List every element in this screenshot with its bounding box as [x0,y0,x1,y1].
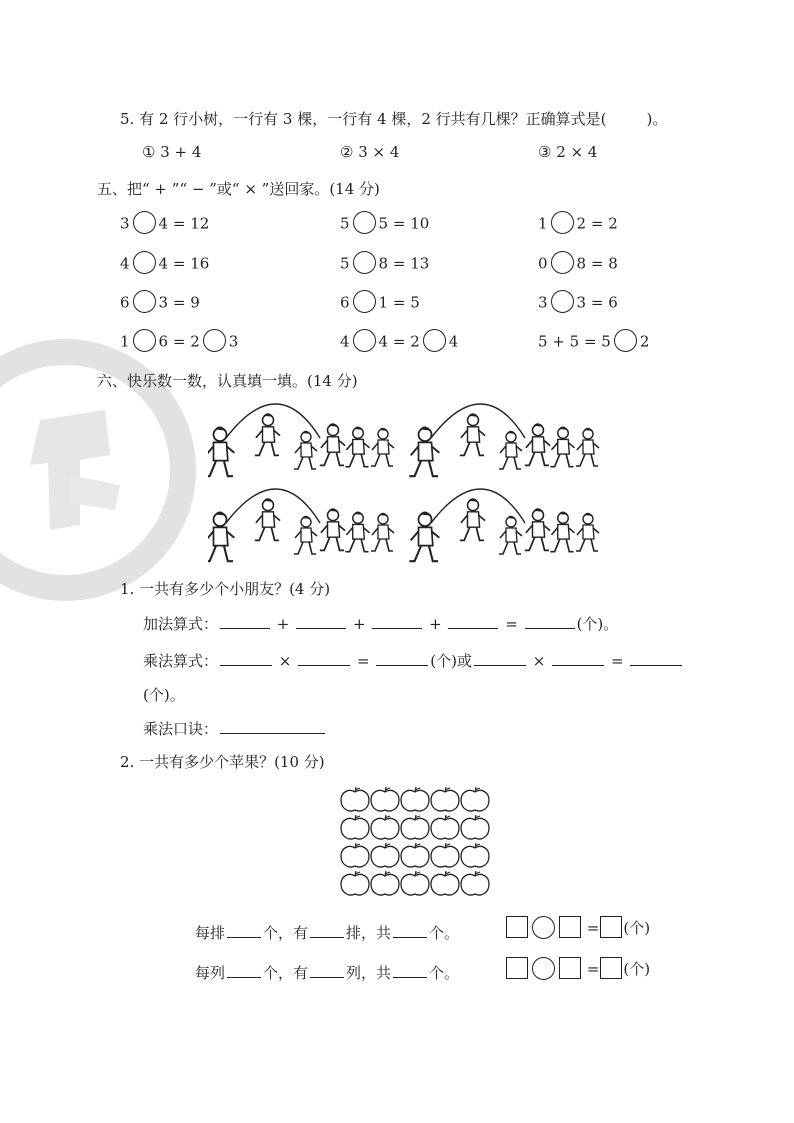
operand: 6 [120,293,130,312]
child-figure [345,427,369,467]
child-figure [294,431,317,469]
blank-input[interactable] [393,923,427,938]
text: 个。 [429,924,460,942]
child-figure [294,516,317,554]
operand: 4 [340,332,350,351]
operand: 1 [538,214,548,233]
apple-icon [401,843,429,867]
child-figure [576,513,599,551]
operand: 6 [340,293,350,312]
apple-icon [431,843,459,867]
apple-icon [341,871,369,895]
text: 排，共 [346,924,392,942]
jump-rope-group [208,489,394,561]
apple-icon [371,787,399,811]
eq-row3-col2 [340,292,420,315]
eq-row1-col2 [340,213,429,236]
child-figure [460,498,485,540]
jump-rope-group [409,404,599,476]
apple-icon [371,815,399,839]
plus-sign: + [352,615,366,633]
per-row-line [195,922,459,943]
operand: 5 [340,254,350,273]
eq-row2-col2 [340,253,429,276]
operand: 5 = 10 [378,214,430,233]
operand: 3 [120,214,130,233]
unit-text: (个) [623,919,651,937]
eq-row3-col1 [120,292,200,315]
equals-sign: = [610,652,624,670]
addition-label: 加法算式： [143,615,219,633]
child-figure [499,431,522,469]
apple-icon [461,871,489,895]
eq-row1-col1 [120,213,209,236]
operand: 8 = 8 [576,254,618,273]
operand: 4 = 2 [378,332,420,351]
child-figure [255,413,280,455]
operator-circle[interactable] [423,329,446,352]
operand: 3 = 9 [158,293,200,312]
option-1[interactable]: ① 3 + 4 [142,143,202,161]
apple-icon [431,815,459,839]
rhyme-line [143,718,327,739]
plus-sign: + [429,615,442,633]
eq-row2-col1 [120,253,209,276]
child-figure [320,508,345,550]
blank-input[interactable] [298,651,350,666]
child-figure [208,511,234,561]
child-figure [525,423,550,465]
child-figure [576,428,599,466]
text: 列，共 [346,964,392,982]
eq-row4-col1 [120,331,238,354]
answer-box[interactable] [600,957,622,979]
operand: 0 [538,254,548,273]
blank-input[interactable] [448,614,498,629]
option-2[interactable]: ② 3 × 4 [340,143,400,161]
operator-circle[interactable] [133,290,156,313]
eq-row4-col3 [538,331,649,354]
operator-circle[interactable] [614,329,637,352]
blank-input[interactable] [525,614,575,629]
jump-rope-group [208,404,394,476]
addition-line [143,613,618,634]
operator-circle[interactable] [353,251,376,274]
plus-sign: + [276,615,290,633]
unit-text: (个) [623,960,651,978]
equals-sign: = [356,652,370,670]
eq-row4-col2 [340,331,458,354]
answer-box[interactable] [559,957,581,979]
operand: 3 [228,332,239,351]
equals-sign: = [505,615,518,633]
equals-sign: = [586,960,600,978]
eq-row1-col3 [538,213,618,236]
q2-title: 2. 一共有多少个苹果？(10 分) [120,753,325,771]
operand: 5 [340,214,350,233]
equation-boxes-1 [505,917,650,941]
child-figure [320,423,345,465]
children-jump-rope-illustration [208,400,605,565]
unit-text: (个)。 [576,615,619,633]
child-figure [255,498,280,540]
rhyme-label: 乘法口诀： [143,720,219,738]
option-3[interactable]: ③ 2 × 4 [538,143,598,161]
operand: 4 = 16 [158,254,210,273]
text: 个，有 [263,924,309,942]
child-figure [371,513,394,551]
blank-input[interactable] [220,719,325,734]
operand: 3 = 6 [576,293,618,312]
operator-circle[interactable] [353,211,376,234]
operand: 2 [639,332,650,351]
operator-circle[interactable] [551,251,574,274]
blank-input[interactable] [227,963,261,978]
equation-boxes-2 [505,958,650,982]
section-6-title: 六、快乐数一数，认真填一填。(14 分) [97,372,358,390]
eq-row2-col3 [538,253,618,276]
operator-circle[interactable] [133,329,156,352]
unit-or-text: (个)或 [430,652,473,670]
operator-circle[interactable] [353,329,376,352]
per-column-line [195,962,459,983]
operator-circle[interactable] [551,290,574,313]
apple-icon [461,815,489,839]
apple-icon [401,787,429,811]
blank-input[interactable] [296,614,346,629]
operand: 1 = 5 [378,293,420,312]
blank-input[interactable] [376,651,428,666]
blank-input[interactable] [220,614,270,629]
child-figure [550,512,574,552]
operand: 6 = 2 [158,332,200,351]
multiplication-label: 乘法算式： [143,652,219,670]
blank-input[interactable] [474,651,526,666]
blank-input[interactable] [552,651,604,666]
answer-box[interactable] [559,916,581,938]
equals-sign: = [586,919,600,937]
apple-icon [341,843,369,867]
blank-input[interactable] [310,923,344,938]
answer-box[interactable] [600,916,622,938]
unit-line2: (个)。 [143,686,185,704]
text: 每列 [195,964,226,982]
blank-input[interactable] [310,963,344,978]
text: 个。 [429,964,460,982]
apple-icon [431,787,459,811]
eq-row3-col3 [538,292,618,315]
blank-input[interactable] [393,963,427,978]
blank-input[interactable] [220,651,272,666]
apple-icon [461,787,489,811]
operand: 3 [538,293,548,312]
operator-circle[interactable] [133,211,156,234]
apple-icon [431,871,459,895]
child-figure [371,428,394,466]
blank-input[interactable] [227,923,261,938]
multiplication-line [143,650,684,671]
apple-icon [341,815,369,839]
operator-circle[interactable] [203,329,226,352]
times-sign: × [532,652,546,670]
question-5-close: )。 [646,110,668,128]
apple-icon [341,787,369,811]
operand: 4 [448,332,459,351]
operand: 2 = 2 [576,214,618,233]
operator-circle[interactable] [353,290,376,313]
child-figure [208,426,234,476]
blank-input[interactable] [630,651,682,666]
apple-icon [401,871,429,895]
apple-icon [371,843,399,867]
apples-grid-illustration [340,785,495,900]
child-figure [345,512,369,552]
apple-icon [401,815,429,839]
times-sign: × [278,652,292,670]
child-figure [499,516,522,554]
blank-input[interactable] [372,614,422,629]
question-5-text: 5. 有 2 行小树，一行有 3 棵，一行有 4 棵，2 行共有几棵？正确算式是( [120,110,607,128]
operand: 5 + 5 = 5 [538,332,611,351]
operand: 8 = 13 [378,254,430,273]
section-5-title: 五、把“ + ”“ − ”或“ × ”送回家。(14 分) [97,180,380,198]
child-figure [550,427,574,467]
child-figure [525,508,550,550]
jump-rope-group [409,489,599,561]
operator-circle[interactable] [551,211,574,234]
q1-title: 1. 一共有多少个小朋友？(4 分) [120,580,331,598]
text: 每排 [195,924,226,942]
child-figure [460,413,485,455]
operator-circle[interactable] [133,251,156,274]
operator-circle[interactable] [532,957,555,980]
answer-box[interactable] [506,957,528,979]
answer-box[interactable] [506,916,528,938]
apple-icon [461,843,489,867]
question-5 [120,108,667,129]
operand: 4 = 12 [158,214,210,233]
text: 个，有 [263,964,309,982]
operand: 1 [120,332,130,351]
apple-icon [371,871,399,895]
operand: 4 [120,254,130,273]
operator-circle[interactable] [532,916,555,939]
